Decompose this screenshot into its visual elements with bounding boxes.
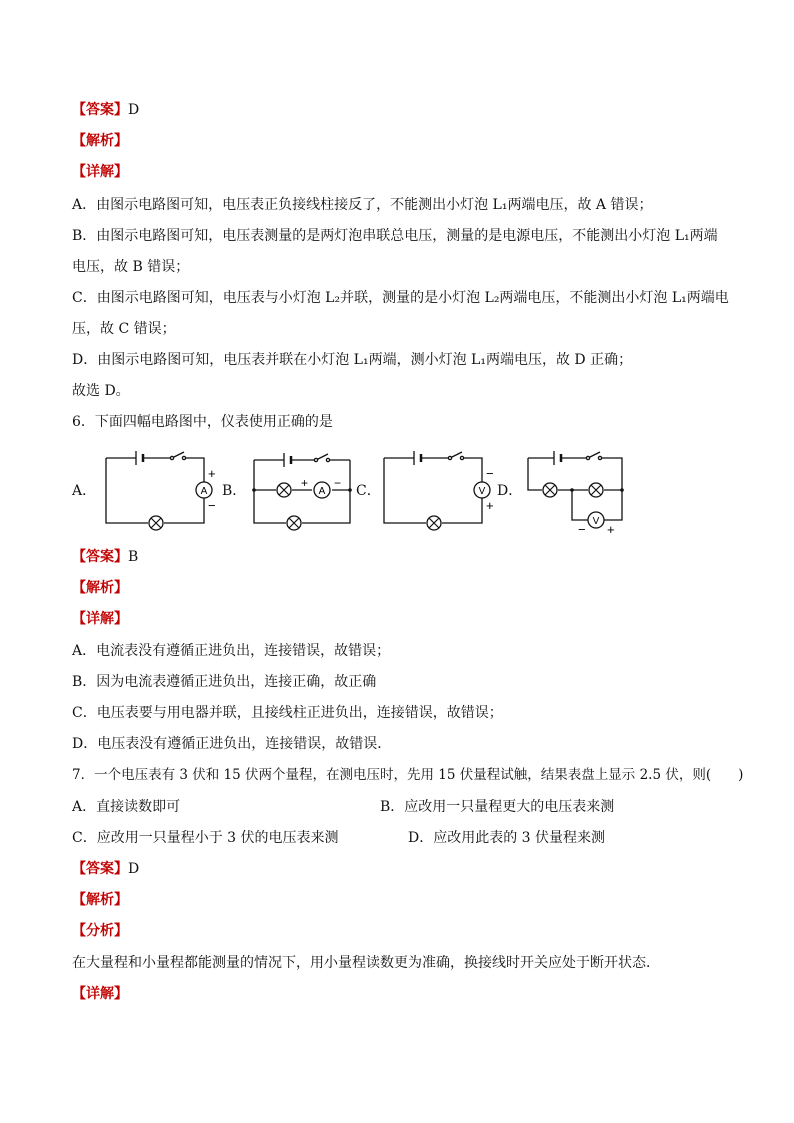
lamp-icon (277, 483, 291, 497)
minus-sign: − (578, 522, 586, 534)
q5-explanation-a: A．由图示电路图可知，电压表正负接线柱接反了，不能测出小灯泡 L₁两端电压，故 A 错误； (72, 197, 653, 213)
voltmeter-symbol: V (592, 516, 600, 527)
q6-answer-line (72, 547, 138, 567)
q5-conclusion: 故选 D。 (72, 383, 130, 399)
lamp-icon (287, 516, 301, 530)
voltmeter-icon (474, 482, 490, 498)
lamp-icon (149, 516, 163, 530)
q7-option-b: B．应改用一只量程更大的电压表来测 (380, 799, 615, 815)
q6-option-b-label: B． (222, 483, 247, 499)
answer-tag: 【答案】 (72, 102, 128, 118)
plus-sign: + (486, 498, 494, 513)
q5-explanation-b-cont: 电压，故 B 错误； (72, 259, 190, 275)
voltmeter-icon (588, 512, 604, 528)
q5-explanation-c-cont: 压，故 C 错误； (72, 321, 176, 337)
plus-sign: + (208, 466, 216, 481)
answer-value: D (128, 861, 140, 877)
q6-option-a-label: A． (72, 483, 97, 499)
detail-tag: 【详解】 (72, 611, 128, 627)
fenxi-tag: 【分析】 (72, 923, 128, 939)
q5-explanation-c: C．由图示电路图可知，电压表与小灯泡 L₂并联，测量的是小灯泡 L₂两端电压，不能测出小灯泡 L₁两端电 (72, 290, 729, 306)
analysis-tag: 【解析】 (72, 580, 128, 596)
circuit-diagram-a (100, 448, 222, 534)
q6-option-d-label: D． (497, 483, 523, 499)
answer-value: D (128, 102, 140, 118)
q5-explanation-b: B．由图示电路图可知，电压表测量的是两灯泡串联总电压，测量的是电源电压，不能测出小灯泡 L₁两端 (72, 228, 718, 244)
ammeter-icon (196, 482, 212, 498)
detail-tag: 【详解】 (72, 164, 128, 180)
q6-option-c-label: C． (356, 483, 381, 499)
circuit-diagram-d (520, 448, 630, 534)
analysis-tag: 【解析】 (72, 133, 128, 149)
lamp-icon (543, 483, 557, 497)
q7-fenxi-text: 在大量程和小量程都能测量的情况下，用小量程读数更为准确，换接线时开关应处于断开状态． (72, 955, 660, 971)
answer-value: B (128, 549, 139, 565)
ammeter-icon (314, 482, 330, 498)
lamp-icon (427, 516, 441, 530)
q7-stem: 7．一个电压表有 3 伏和 15 伏两个量程，在测电压时，先用 15 伏量程试触，结果表盘上显示 2.5 伏，则( ) (72, 767, 744, 783)
q6-explanation-b: B．因为电流表遵循正进负出，连接正确，故正确 (72, 674, 377, 690)
q7-option-c: C．应改用一只量程小于 3 伏的电压表来测 (72, 830, 339, 846)
minus-sign: − (334, 476, 342, 490)
q5-explanation-d: D．由图示电路图可知，电压表并联在小灯泡 L₁两端，测小灯泡 L₁两端电压，故 D 正确； (72, 352, 633, 368)
q7-option-d: D．应改用此表的 3 伏量程来测 (408, 830, 606, 846)
q7-answer-line (72, 859, 139, 879)
circuit-diagram-c (378, 448, 500, 534)
answer-tag: 【答案】 (72, 861, 128, 877)
lamp-icon (589, 483, 603, 497)
q7-option-a: A．直接读数即可 (72, 799, 181, 815)
q6-explanation-a: A．电流表没有遵循正进负出，连接错误，故错误； (72, 643, 391, 659)
voltmeter-symbol: V (478, 486, 486, 497)
analysis-tag: 【解析】 (72, 892, 128, 908)
q6-stem: 6．下面四幅电路图中，仪表使用正确的是 (72, 414, 333, 430)
detail-tag: 【详解】 (72, 986, 128, 1002)
q5-answer-line (72, 100, 139, 120)
plus-sign: + (607, 522, 615, 534)
minus-sign: − (486, 466, 494, 481)
minus-sign: − (208, 498, 216, 513)
q6-explanation-d: D．电压表没有遵循正进负出，连接错误，故错误． (72, 736, 392, 752)
circuit-diagram-b (246, 448, 356, 534)
ammeter-symbol: A (318, 486, 326, 497)
plus-sign: + (301, 476, 309, 490)
answer-tag: 【答案】 (72, 549, 128, 565)
ammeter-symbol: A (200, 486, 208, 497)
q6-explanation-c: C．电压表要与用电器并联，且接线柱正进负出，连接错误，故错误； (72, 705, 503, 721)
